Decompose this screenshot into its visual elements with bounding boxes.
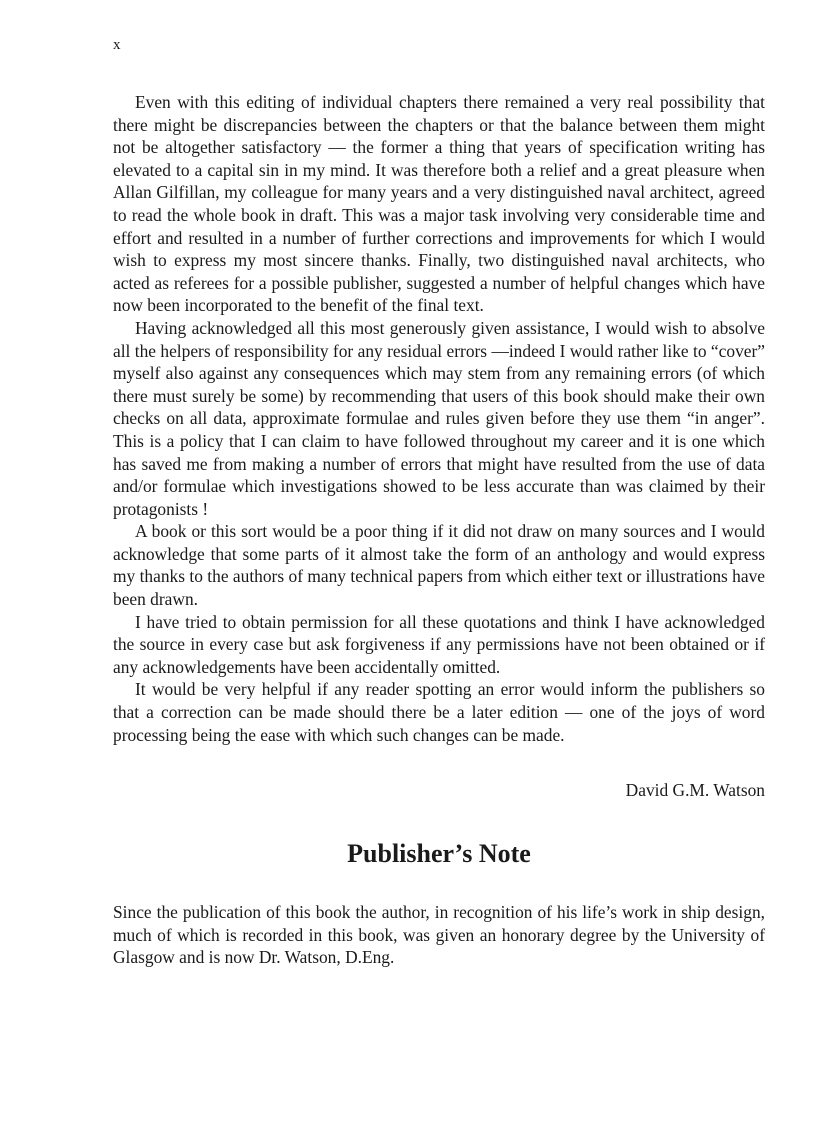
author-signature: David G.M. Watson (625, 780, 765, 800)
preface-body (113, 91, 765, 746)
paragraph-2: Having acknowledged all this most generously given assistance, I would wish to absolve all the helpers of responsibility for any residual errors —indeed I would rather like to “cover” myself also against any consequences which may stem from any remaining errors (of which there must surely be some) by recommending that users of this book should make their own checks on all data, approximate formulae and rules given before they use them “in anger”. This is a policy that I can claim to have followed throughout my career and it is one which has saved me from making a number of errors that might have resulted from the use of data and/or formulae which investigations showed to be less accurate than was claimed by their protagonists ! (113, 317, 765, 519)
paragraph-5: It would be very helpful if any reader spotting an error would inform the publishers so that a correction can be made should there be a later edition — one of the joys of word processing being the ease with which such changes can be made. (113, 679, 765, 745)
page-number: x (113, 37, 121, 53)
paragraph-3: A book or this sort would be a poor thing if it did not draw on many sources and I would acknowledge that some parts of it almost take the form of an anthology and would express my thanks to the authors of many technical papers from which either text or illustrations have been drawn. (113, 521, 765, 610)
publishers-note-text: Since the publication of this book the author, in recognition of his life’s work in ship design, much of which is recorded in this book, was given an honorary degree by the University of Glasgow and is now Dr. Watson, D.Eng. (113, 902, 765, 968)
paragraph-4: I have tried to obtain permission for all these quotations and think I have acknowledged the source in every case but ask forgiveness if any permissions have not been obtained or if any acknowledgements have been accidentally omitted. (113, 611, 765, 677)
publishers-note-heading: Publisher’s Note (347, 839, 531, 868)
paragraph-1: Even with this editing of individual chapters there remained a very real possibility that there might be discrepancies between the chapters or that the balance between them might not be altogether satisfactory — the former a thing that years of specification writing has elevated to a capital sin in my mind. It was therefore both a relief and a great pleasure when Allan Gilfillan, my colleague for many years and a very distinguished naval architect, agreed to read the whole book in draft. This was a major task involving very considerable time and effort and resulted in a number of further corrections and improvements for which I would wish to express my most sincere thanks. Finally, two distinguished naval architects, who acted as referees for a possible publisher, suggested a number of helpful changes which have now been incorporated to the benefit of the final text. (113, 92, 765, 316)
